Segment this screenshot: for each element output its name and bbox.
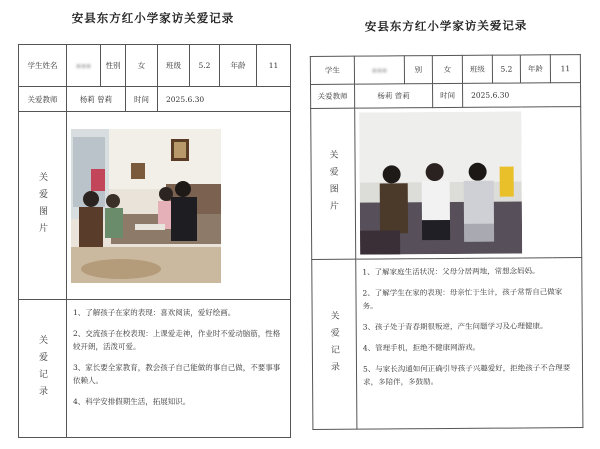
right-record-table [310,54,584,430]
record-text [67,300,291,438]
record-text [356,258,583,430]
student-name-label: 学生姓名 [19,45,67,87]
student-name-value: ▪▪▪ [354,56,404,84]
photo-cell [355,107,582,260]
right-record-sheet [304,9,592,441]
student-name-label: 学生 [310,56,354,84]
photo-label: 关爱图片 [37,171,47,240]
photo-cell [67,112,291,300]
gender-label: 性别 [101,45,126,87]
teacher-value: 杨莉 曾莉 [67,87,126,112]
age-label: 年龄 [520,55,550,83]
record-label: 关爱记录 [37,334,47,403]
photo-label: 关爱图片 [327,149,338,218]
age-value: 11 [550,55,580,83]
gender-value: 女 [126,45,158,87]
teacher-value: 杨莉 曾莉 [355,84,433,109]
age-label: 年龄 [220,45,257,87]
photo-label-cell [19,112,67,300]
record-item: 3、孩子处于青春期很叛逆，产生问题学习及心理健康。 [362,321,548,332]
record-item: 3、家长要全家教育，教会孩子自己能做的事自己做，不要事事依赖人。 [73,363,281,385]
left-sheet-title: 安县东方红小学家访关爱记录 [71,11,235,25]
record-item: 4、管理手机，拒绝不健康网游戏。 [362,342,481,353]
record-item: 5、与家长沟通如何正确引导孩子兴趣爱好，拒绝孩子不合理要求，多陪伴，多鼓励。 [362,363,571,387]
student-name-value: ▪▪▪ [67,45,101,87]
record-label: 关爱记录 [328,310,340,379]
record-label-cell [312,259,357,429]
time-value: 2025.6.30 [463,83,581,108]
class-label: 班级 [462,55,492,83]
class-value: 5.2 [492,55,520,83]
photo-label-cell [311,108,356,259]
class-value: 5.2 [190,45,220,87]
record-item: 2、了解学生在家的表现：母亲忙于生计，孩子常帮自己做家务。 [362,287,563,311]
time-label: 时间 [433,83,463,107]
home-visit-photo [359,111,522,254]
left-record-table [18,44,291,438]
left-record-sheet [8,2,298,442]
gender-label: 别 [404,56,432,84]
record-item: 2、交流孩子在校表现：上课爱走神，作业时不爱动脑筋，性格较开朗，活泼可爱。 [73,329,281,351]
class-label: 班级 [158,45,190,87]
record-item: 4、科学安排假期生活，拓展知识。 [73,397,191,406]
record-item: 1、了解家庭生活状况：父母分居两地，常想念妈妈。 [362,266,540,277]
age-value: 11 [257,45,291,87]
time-label: 时间 [126,87,158,112]
teacher-label: 关爱教师 [19,87,67,112]
right-sheet-title: 安县东方红小学家访关爱记录 [364,18,528,34]
record-label-cell [19,300,67,438]
home-visit-photo [71,129,221,283]
record-item: 1、了解孩子在家的表现：喜欢阅读，爱好绘画。 [73,308,236,317]
time-value: 2025.6.30 [158,87,291,112]
gender-value: 女 [432,55,462,83]
teacher-label: 关爱教师 [311,84,355,108]
